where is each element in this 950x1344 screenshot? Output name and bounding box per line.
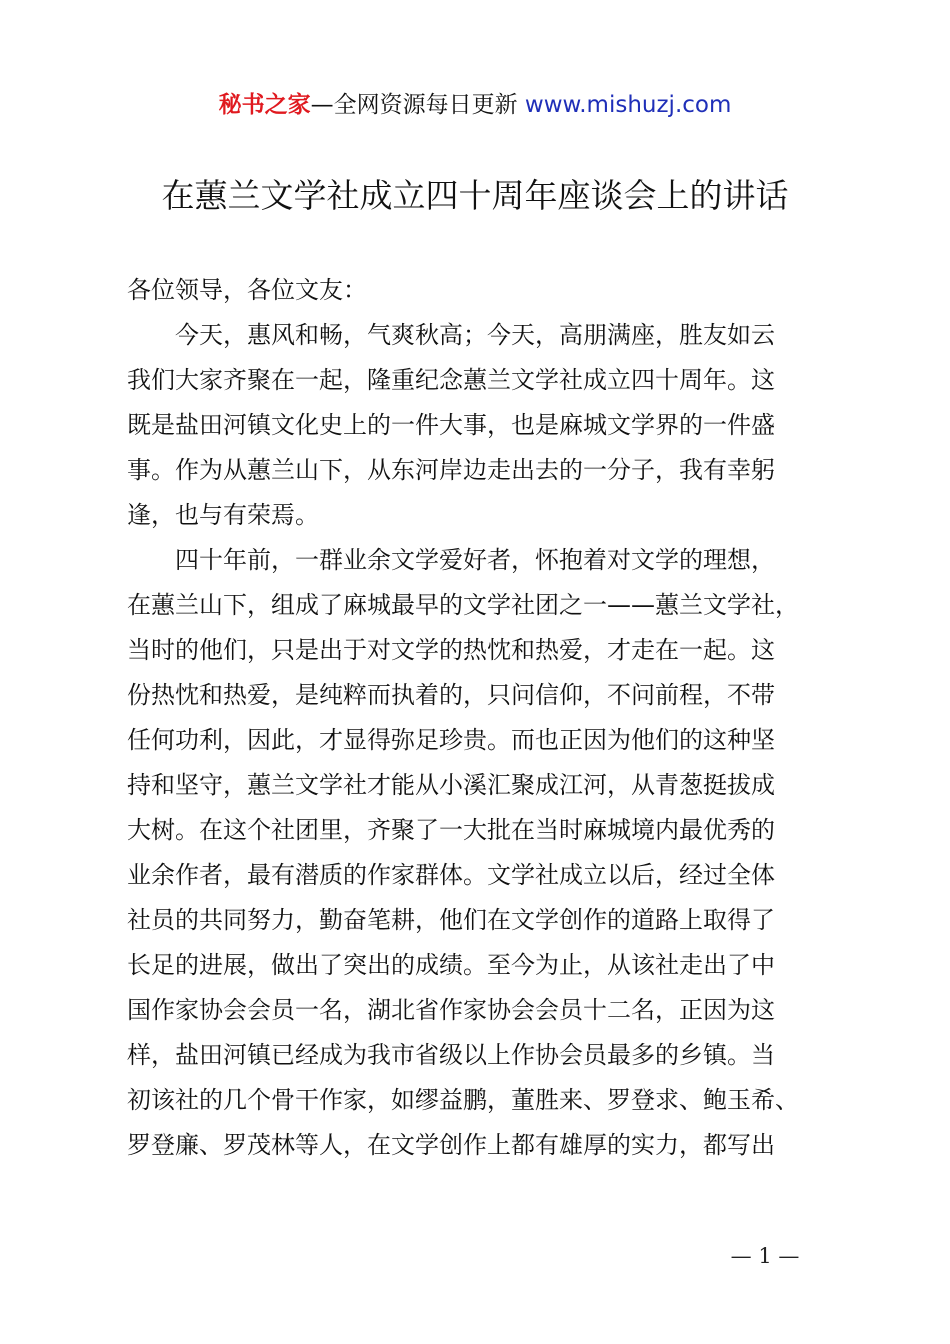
- paragraph-line: 国作家协会会员一名，湖北省作家协会会员十二名，正因为这: [127, 996, 775, 1024]
- document-title: 在蕙兰文学社成立四十周年座谈会上的讲话: [161, 176, 789, 215]
- paragraph-line: 当时的他们，只是出于对文学的热忱和热爱，才走在一起。这: [127, 636, 775, 664]
- paragraph-line: 任何功利，因此，才显得弥足珍贵。而也正因为他们的这种坚: [127, 726, 775, 754]
- paragraph-line: 在蕙兰山下，组成了麻城最早的文学社团之一——蕙兰文学社，: [127, 591, 799, 619]
- paragraph-line: 逢，也与有荣焉。: [127, 501, 319, 529]
- paragraph-line: 四十年前，一群业余文学爱好者，怀抱着对文学的理想，: [175, 546, 775, 574]
- site-url[interactable]: www.mishuzj.com: [524, 92, 732, 118]
- paragraph-line: 今天，惠风和畅，气爽秋高；今天，高朋满座，胜友如云: [175, 321, 775, 349]
- paragraph-line: 份热忱和热爱，是纯粹而执着的，只问信仰，不问前程，不带: [127, 681, 775, 709]
- paragraph-2: [127, 538, 837, 1168]
- paragraph-line: 罗登廉、罗茂林等人，在文学创作上都有雄厚的实力，都写出: [127, 1131, 775, 1159]
- site-brand: 秘书之家: [218, 92, 311, 118]
- paragraph-line: 业余作者，最有潜质的作家群体。文学社成立以后，经过全体: [127, 861, 775, 889]
- paragraph-line: 样，盐田河镇已经成为我市省级以上作协会员最多的乡镇。当: [127, 1041, 775, 1069]
- greeting: 各位领导，各位文友：: [127, 276, 367, 304]
- paragraph-line: 我们大家齐聚在一起，隆重纪念蕙兰文学社成立四十周年。这: [127, 366, 775, 394]
- paragraph-line: 事。作为从蕙兰山下，从东河岸边走出去的一分子，我有幸躬: [127, 456, 775, 484]
- paragraph-line: 社员的共同努力，勤奋笔耕，他们在文学创作的道路上取得了: [127, 906, 775, 934]
- paragraph-line: 初该社的几个骨干作家，如缪益鹏，董胜来、罗登求、鲍玉希、: [127, 1086, 799, 1114]
- paragraph-line: 持和坚守，蕙兰文学社才能从小溪汇聚成江河，从青葱挺拔成: [127, 771, 775, 799]
- document-body: [127, 268, 837, 1168]
- paragraph-line: 既是盐田河镇文化史上的一件大事，也是麻城文学界的一件盛: [127, 411, 775, 439]
- paragraph-line: 长足的进展，做出了突出的成绩。至今为止，从该社走出了中: [127, 951, 775, 979]
- site-header: [0, 88, 950, 122]
- site-slogan: —全网资源每日更新: [310, 92, 525, 118]
- paragraph-line: 大树。在这个社团里，齐聚了一大批在当时麻城境内最优秀的: [127, 816, 775, 844]
- paragraph-1: [127, 313, 837, 538]
- page-number: — 1 —: [730, 1244, 800, 1268]
